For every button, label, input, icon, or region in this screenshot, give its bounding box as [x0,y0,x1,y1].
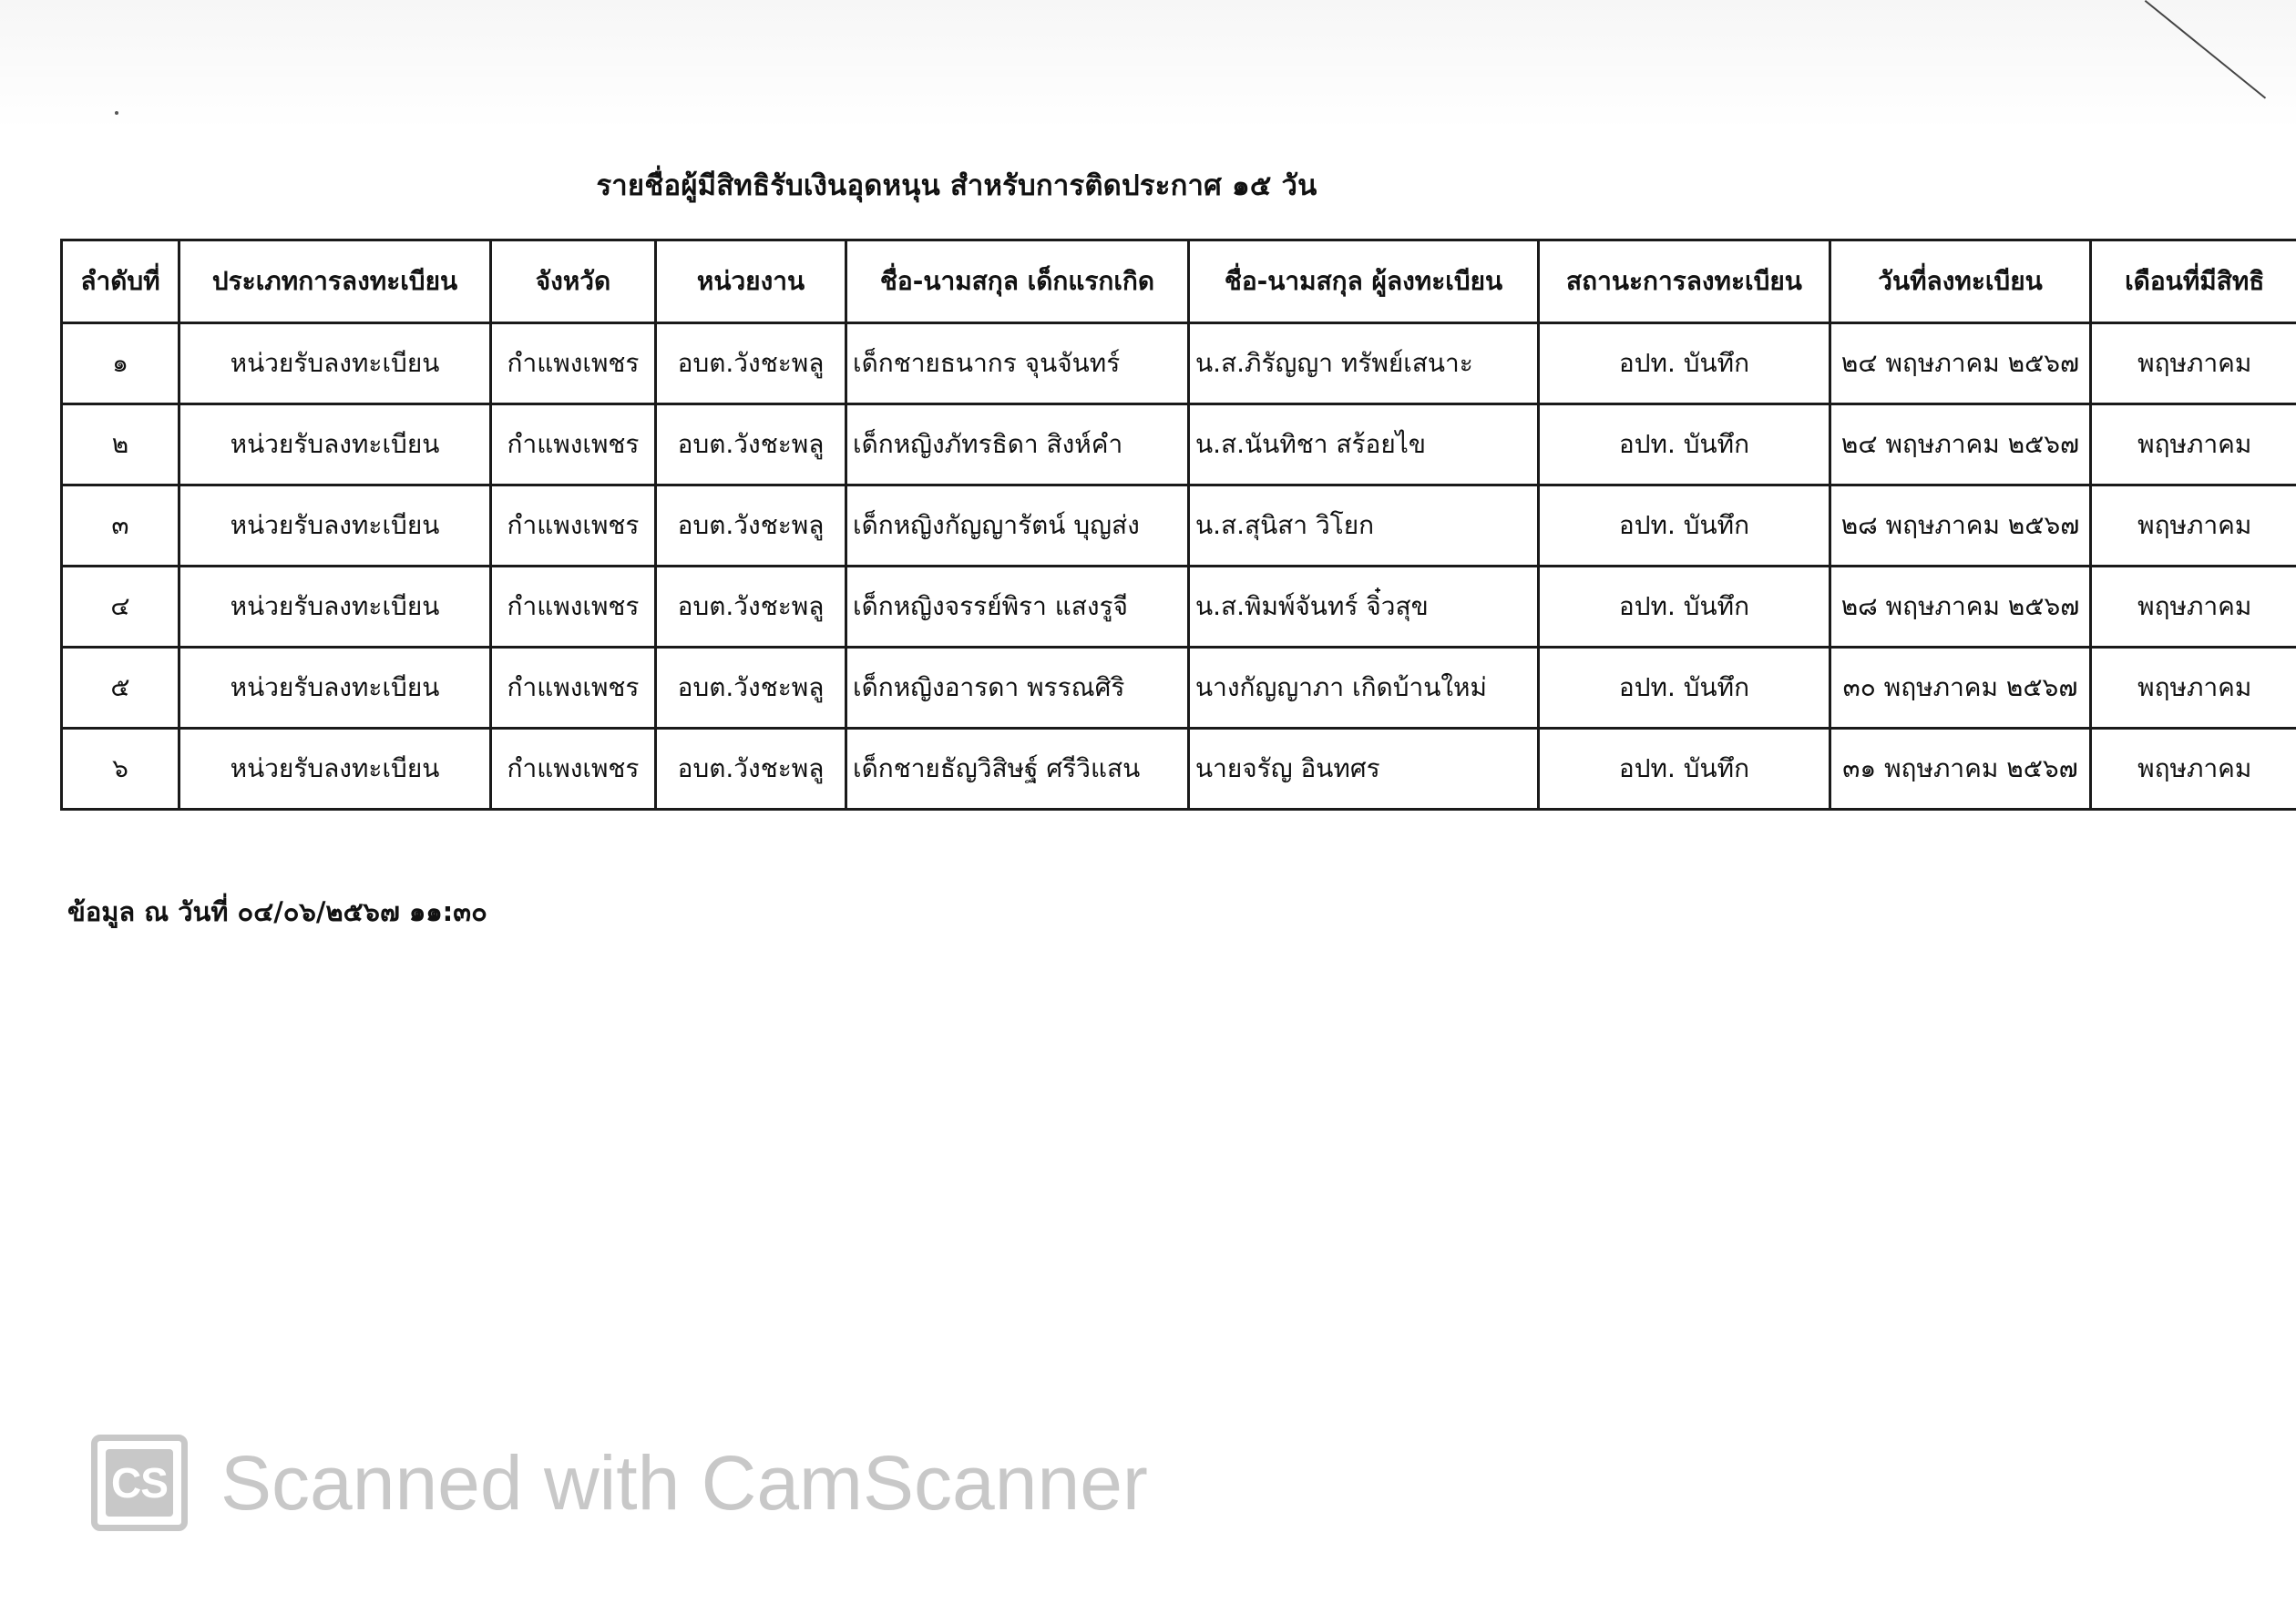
cell-newborn-name: เด็กหญิงกัญญารัตน์ บุญส่ง [846,485,1189,567]
cell-eligible-month: พฤษภาคม [2091,404,2296,485]
cell-province: กำแพงเพชร [491,648,656,729]
col-header-no: ลำดับที่ [62,240,179,323]
cell-eligible-month: พฤษภาคม [2091,323,2296,404]
cell-registration-date: ๒๘ พฤษภาคม ๒๕๖๗ [1830,485,2091,567]
table-row [62,648,2296,729]
col-header-newborn-name: ชื่อ-นามสกุล เด็กแรกเกิด [846,240,1189,323]
col-header-eligible-month: เดือนที่มีสิทธิ [2091,240,2296,323]
cell-registration-date: ๓๑ พฤษภาคม ๒๕๖๗ [1830,729,2091,810]
cell-agency: อบต.วังชะพลู [656,485,846,567]
cell-province: กำแพงเพชร [491,729,656,810]
cell-registration-type: หน่วยรับลงทะเบียน [179,404,491,485]
cell-registration-status: อปท. บันทึก [1539,729,1830,810]
table-row [62,323,2296,404]
cell-agency: อบต.วังชะพลู [656,648,846,729]
scan-speck [115,111,118,115]
camscanner-watermark [91,1432,1148,1534]
cell-eligible-month: พฤษภาคม [2091,648,2296,729]
cell-registrant-name: น.ส.พิมพ์จันทร์ จิ๋วสุข [1189,567,1539,648]
table-header-row [62,240,2296,323]
data-as-of-note: ข้อมูล ณ วันที่ ๐๔/๐๖/๒๕๖๗ ๑๑:๓๐ [67,896,487,927]
table-row [62,567,2296,648]
cell-agency: อบต.วังชะพลู [656,729,846,810]
table-row [62,404,2296,485]
cell-eligible-month: พฤษภาคม [2091,485,2296,567]
cell-province: กำแพงเพชร [491,567,656,648]
cell-agency: อบต.วังชะพลู [656,323,846,404]
cell-registration-type: หน่วยรับลงทะเบียน [179,648,491,729]
cell-registration-status: อปท. บันทึก [1539,404,1830,485]
cell-province: กำแพงเพชร [491,323,656,404]
cell-registration-date: ๓๐ พฤษภาคม ๒๕๖๗ [1830,648,2091,729]
cell-province: กำแพงเพชร [491,485,656,567]
registration-table [60,239,2296,811]
cell-registration-type: หน่วยรับลงทะเบียน [179,729,491,810]
cell-no: ๔ [62,567,179,648]
watermark-text: Scanned with CamScanner [220,1439,1148,1526]
cell-agency: อบต.วังชะพลู [656,404,846,485]
cell-no: ๓ [62,485,179,567]
cell-newborn-name: เด็กหญิงภัทรธิดา สิงห์คำ [846,404,1189,485]
col-header-agency: หน่วยงาน [656,240,846,323]
cell-newborn-name: เด็กชายธัญวิสิษฐ์ ศรีวิแสน [846,729,1189,810]
cell-province: กำแพงเพชร [491,404,656,485]
cell-registration-status: อปท. บันทึก [1539,323,1830,404]
cell-newborn-name: เด็กชายธนากร จุนจันทร์ [846,323,1189,404]
cell-no: ๕ [62,648,179,729]
cell-registration-type: หน่วยรับลงทะเบียน [179,567,491,648]
cell-eligible-month: พฤษภาคม [2091,567,2296,648]
cell-registrant-name: นางกัญญาภา เกิดบ้านใหม่ [1189,648,1539,729]
cell-no: ๖ [62,729,179,810]
document-title: รายชื่อผู้มีสิทธิรับเงินอุดหนุน สำหรับการติดประกาศ ๑๕ วัน [596,169,1317,202]
cell-no: ๑ [62,323,179,404]
table-row [62,485,2296,567]
cell-registration-type: หน่วยรับลงทะเบียน [179,485,491,567]
cell-registration-date: ๒๘ พฤษภาคม ๒๕๖๗ [1830,567,2091,648]
cell-registrant-name: น.ส.ภิรัญญา ทรัพย์เสนาะ [1189,323,1539,404]
cell-newborn-name: เด็กหญิงจรรย์พิรา แสงรูจี [846,567,1189,648]
camscanner-logo-icon [91,1435,188,1531]
cell-agency: อบต.วังชะพลู [656,567,846,648]
cell-registration-date: ๒๔ พฤษภาคม ๒๕๖๗ [1830,404,2091,485]
col-header-registrant-name: ชื่อ-นามสกุล ผู้ลงทะเบียน [1189,240,1539,323]
cell-registration-date: ๒๔ พฤษภาคม ๒๕๖๗ [1830,323,2091,404]
col-header-registration-type: ประเภทการลงทะเบียน [179,240,491,323]
cell-registration-status: อปท. บันทึก [1539,567,1830,648]
col-header-province: จังหวัด [491,240,656,323]
cell-eligible-month: พฤษภาคม [2091,729,2296,810]
cell-registration-status: อปท. บันทึก [1539,648,1830,729]
cell-registrant-name: น.ส.นันทิชา สร้อยไข [1189,404,1539,485]
camscanner-logo-text: CS [106,1449,173,1517]
col-header-registration-date: วันที่ลงทะเบียน [1830,240,2091,323]
cell-registration-status: อปท. บันทึก [1539,485,1830,567]
cell-newborn-name: เด็กหญิงอารดา พรรณศิริ [846,648,1189,729]
table-row [62,729,2296,810]
cell-registration-type: หน่วยรับลงทะเบียน [179,323,491,404]
col-header-registration-status: สถานะการลงทะเบียน [1539,240,1830,323]
cell-registrant-name: น.ส.สุนิสา วิโยก [1189,485,1539,567]
cell-registrant-name: นายจรัญ อินทศร [1189,729,1539,810]
cell-no: ๒ [62,404,179,485]
